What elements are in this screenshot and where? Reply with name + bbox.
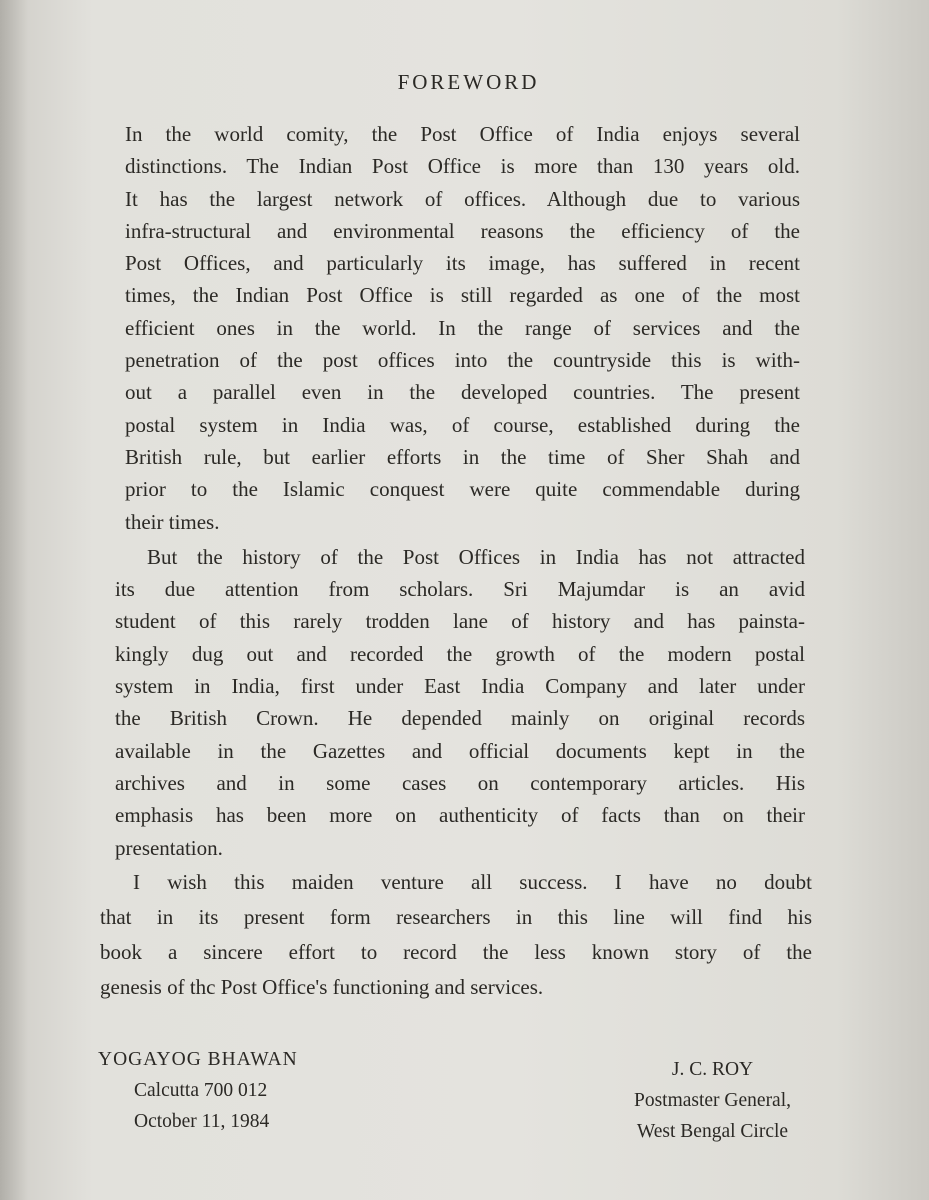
foreword-body [100, 118, 812, 1005]
text-line: the British Crown. He depended mainly on original records [115, 706, 805, 731]
paragraph-1 [125, 118, 800, 538]
page-gutter-shadow [0, 0, 28, 1200]
text-line: efficient ones in the world. In the range of services and the [125, 315, 800, 340]
text-line: archives and in some cases on contemporary articles. His [115, 770, 805, 795]
text-line: times, the Indian Post Office is still regarded as one of the most [125, 283, 800, 308]
text-line: out a parallel even in the developed countries. The present [125, 380, 800, 405]
author-designation: Postmaster General, [633, 1090, 792, 1111]
text-line: its due attention from scholars. Sri Majumdar is an avid [115, 577, 805, 602]
text-line: student of this rarely trodden lane of history and has painsta- [115, 609, 805, 634]
author-name: J. C. ROY [671, 1059, 754, 1080]
page-title: FOREWORD [397, 70, 540, 94]
text-line: genesis of thc Post Office's functioning and services. [100, 974, 544, 999]
text-line: presentation. [115, 835, 223, 860]
text-line: British rule, but earlier efforts in the time of Sher Shah and [125, 444, 800, 469]
text-line: It has the largest network of offices. Although due to various [125, 186, 800, 211]
foreword-date: October 11, 1984 [134, 1111, 270, 1132]
paragraph-3 [100, 865, 812, 1005]
text-line: But the history of the Post Offices in India has not attracted [147, 544, 805, 569]
text-line: In the world comity, the Post Office of India enjoys several [125, 122, 800, 146]
text-line: their times. [125, 509, 220, 534]
author-signature [610, 1054, 815, 1147]
text-line: system in India, first under East India Company and later under [115, 674, 805, 699]
office-name: YOGAYOG BHAWAN [98, 1049, 298, 1070]
office-city: Calcutta 700 012 [134, 1080, 268, 1101]
text-line: postal system in India was, of course, established during the [125, 412, 800, 437]
text-line: penetration of the post offices into the countryside this is with- [125, 348, 800, 373]
text-line: prior to the Islamic conquest were quite commendable during [125, 477, 800, 502]
text-line: available in the Gazettes and official documents kept in the [115, 738, 805, 763]
text-line: distinctions. The Indian Post Office is more than 130 years old. [125, 154, 800, 179]
text-line: emphasis has been more on authenticity of facts than on their [115, 803, 805, 828]
text-line: book a sincere effort to record the less known story of the [100, 939, 812, 964]
text-line: that in its present form researchers in this line will find his [100, 904, 812, 929]
paragraph-2 [115, 541, 805, 864]
author-circle: West Bengal Circle [636, 1121, 789, 1142]
text-line: kingly dug out and recorded the growth of the modern postal [115, 641, 805, 666]
text-line: Post Offices, and particularly its image, has suffered in recent [125, 251, 800, 276]
place-and-date [98, 1044, 298, 1137]
text-line: infra-structural and environmental reasons the efficiency of the [125, 218, 800, 243]
text-line: I wish this maiden venture all success. I have no doubt [133, 869, 812, 894]
